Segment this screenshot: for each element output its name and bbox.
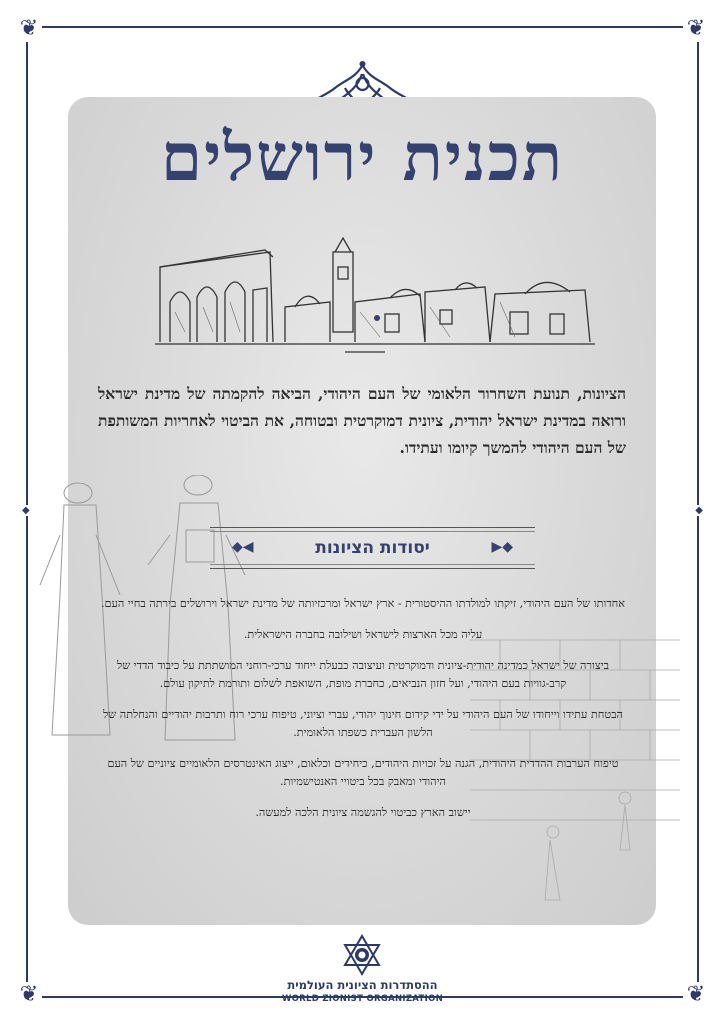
double-arrow-right-icon: ▶◆ <box>491 539 513 555</box>
list-item: עליה מכל הארצות לישראל ושילובה בחברה הישראלית. <box>243 628 483 641</box>
list-item: אחדותו של העם היהודי, זיקתו למולדתו ההיסטורית - ארץ ישראל ומרכזיותה של מדינת ישראל וירושלים בירתה בחיי העם. <box>100 597 626 610</box>
corner-ornament-icon: ❦ <box>16 16 42 42</box>
list-item: יישוב הארץ כביטוי להגשמה ציונית הלכה למעשה. <box>255 806 471 819</box>
organization-name-hebrew: ההסתדרות הציונית העולמית <box>287 978 438 992</box>
section-header <box>210 527 535 569</box>
corner-ornament-icon: ❦ <box>683 982 709 1008</box>
diamond-icon: ◆ <box>22 505 30 516</box>
principles-list <box>98 595 628 835</box>
section-title: יסודות הציונות <box>315 538 430 558</box>
organization-name-english: WORLD ZIONIST ORGANIZATION <box>281 994 444 1004</box>
double-arrow-left-icon: ◆◀ <box>232 539 254 555</box>
jerusalem-skyline-illustration <box>155 232 595 357</box>
diamond-icon: ◆ <box>695 505 703 516</box>
list-item: ביצורה של ישראל כמדינה יהודית-ציונית ודמוקרטית ועיצובה כבעלת ייחוד ערכי-רוחני המושתתת על כיבוד הדדי של קרב-גוויות בעם היהודי, ועל חזון הנביאים, כחברת מופת, השואפת לשלום ותורמת לתיקון עולם. <box>116 659 610 690</box>
star-of-david-logo-icon <box>340 933 384 977</box>
page-title: תכנית ירושלים <box>160 118 565 196</box>
list-item: טיפוח הערבות ההדדית היהודית, הגנה על זכויות היהודים, כיחידים וכלאום, ייצוג האינטרסים הלאומיים ציוניים של העם היהודי ומאבק בכל ביטויי האנטישמיות. <box>107 757 619 788</box>
corner-ornament-icon: ❦ <box>16 982 42 1008</box>
intro-paragraph: הציונות, תנועת השחרור הלאומי של העם היהודי, הביאה להקמתה של מדינת ישראל ורואה במדינת ישראל יהודית, ציונית דמוקרטית ובטוחה, את הביטוי לאחריות המשותפת של העם היהודי להמשך קיומו ועתידו. <box>98 384 626 457</box>
list-item: הבטחת עתידו וייחודו של העם היהודי על ידי קידום חינוך יהודי, עברי וציוני, טיפוח ערכי רוח ותרבות יהודיים והנחלתה של הלשון העברית כשפתו הלאומית. <box>103 708 623 739</box>
corner-ornament-icon: ❦ <box>683 16 709 42</box>
